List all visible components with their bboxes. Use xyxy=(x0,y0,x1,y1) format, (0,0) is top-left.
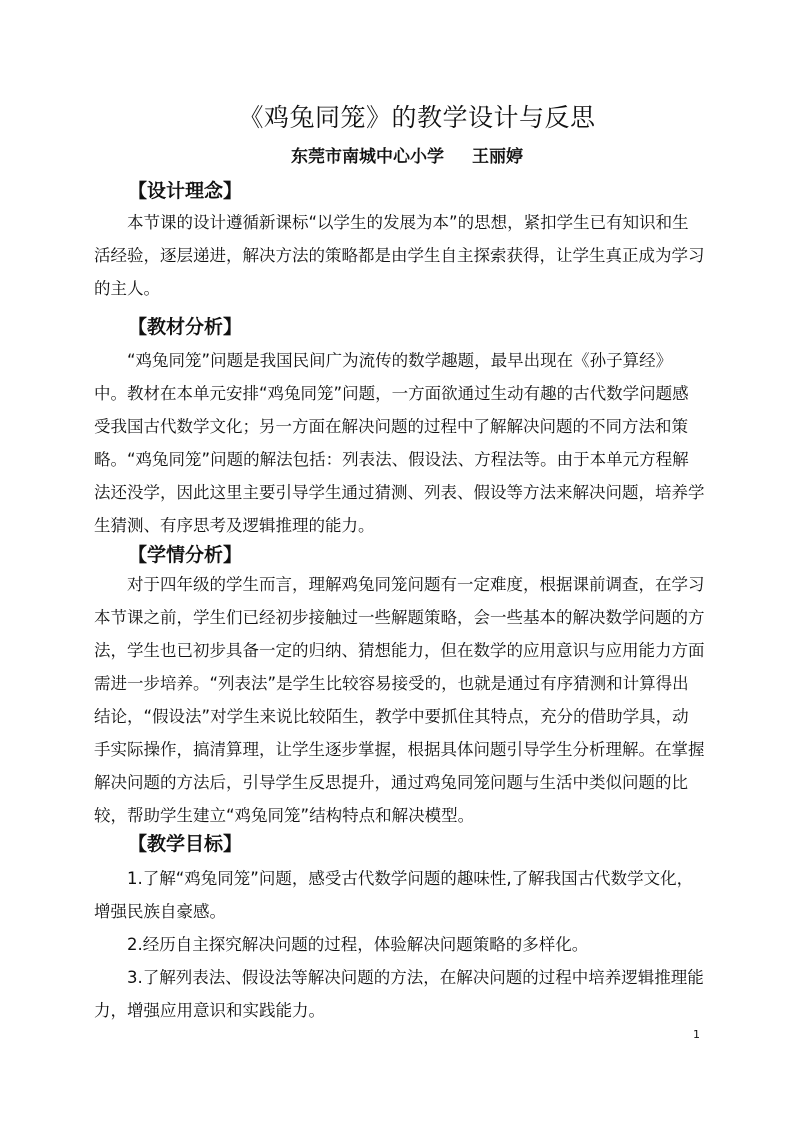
paragraph-line: 2.经历自主探究解决问题的过程，体验解决问题策略的多样化。 xyxy=(94,935,589,954)
paragraph-line: 需进一步培养。“列表法”是学生比较容易接受的，也就是通过有序猜测和计算得出 xyxy=(94,674,689,693)
section-heading-textbook-analysis: 【教材分析】 xyxy=(128,316,243,338)
paragraph-line: 3.了解列表法、假设法等解决问题的方法，在解决问题的过程中培养逻辑推理能 xyxy=(94,968,704,987)
paragraph-line: 生猜测、有序思考及逻辑推理的能力。 xyxy=(94,516,375,535)
paragraph-line: 的主人。 xyxy=(94,279,160,298)
section-body-textbook-analysis xyxy=(94,344,706,542)
paragraph-line: 中。教材在本单元安排“鸡兔同笼”问题，一方面欲通过生动有趣的古代数学问题感 xyxy=(94,384,689,403)
section-body-teaching-objectives xyxy=(94,862,706,1027)
paragraph-line: 法，学生也已初步具备一定的归纳、猜想能力，但在数学的应用意识与应用能力方面 xyxy=(94,641,705,660)
paragraph-line: 受我国古代数学文化；另一方面在解决问题的过程中了解解决问题的不同方法和策 xyxy=(94,417,688,436)
paragraph-line: 活经验，逐层递进，解决方法的策略都是由学生自主探索获得，让学生真正成为学习 xyxy=(94,246,705,265)
paragraph-line: 结论，“假设法”对学生来说比较陌生，教学中要抓住其特点，充分的借助学具，动 xyxy=(94,707,689,726)
section-heading-teaching-objectives: 【教学目标】 xyxy=(128,833,243,855)
paragraph-line: 对于四年级的学生而言，理解鸡兔同笼问题有一定难度，根据课前调查，在学习 xyxy=(94,575,705,594)
document-title: 《鸡兔同笼》的教学设计与反思 xyxy=(238,103,596,132)
author-name: 王丽婷 xyxy=(472,147,523,167)
paragraph-line: 力，增强应用意识和实践能力。 xyxy=(94,1001,325,1020)
paragraph-line: 增强民族自豪感。 xyxy=(94,902,226,921)
paragraph-line: 较，帮助学生建立“鸡兔同笼”结构特点和解决模型。 xyxy=(94,806,475,825)
paragraph-line: 略。“鸡兔同笼”问题的解法包括：列表法、假设法、方程法等。由于本单元方程解 xyxy=(94,450,689,469)
paragraph-line: 本节课的设计遵循新课标“以学生的发展为本”的思想，紧扣学生已有知识和生 xyxy=(94,213,689,232)
section-body-student-analysis xyxy=(94,568,706,832)
paragraph-line: 法还没学，因此这里主要引导学生通过猜测、列表、假设等方法来解决问题，培养学 xyxy=(94,483,705,502)
paragraph-line: 解决问题的方法后，引导学生反思提升，通过鸡兔同笼问题与生活中类似问题的比 xyxy=(94,773,688,792)
school-name: 东莞市南城中心小学 xyxy=(291,147,444,167)
section-heading-student-analysis: 【学情分析】 xyxy=(128,544,243,566)
paragraph-line: 手实际操作，搞清算理，让学生逐步掌握，根据具体问题引导学生分析理解。在掌握 xyxy=(94,740,705,759)
section-heading-design-concept: 【设计理念】 xyxy=(128,180,243,202)
page-number: 1 xyxy=(693,1028,700,1041)
author-line xyxy=(0,142,794,167)
paragraph-line: “鸡兔同笼”问题是我国民间广为流传的数学趣题，最早出现在《孙子算经》 xyxy=(94,351,673,370)
paragraph-line: 本节课之前，学生们已经初步接触过一些解题策略，会一些基本的解决数学问题的方 xyxy=(94,608,705,627)
paragraph-line: 1.了解“鸡兔同笼”问题，感受古代数学问题的趣味性,了解我国古代数学文化， xyxy=(94,869,694,888)
section-body-design-concept xyxy=(94,206,706,305)
